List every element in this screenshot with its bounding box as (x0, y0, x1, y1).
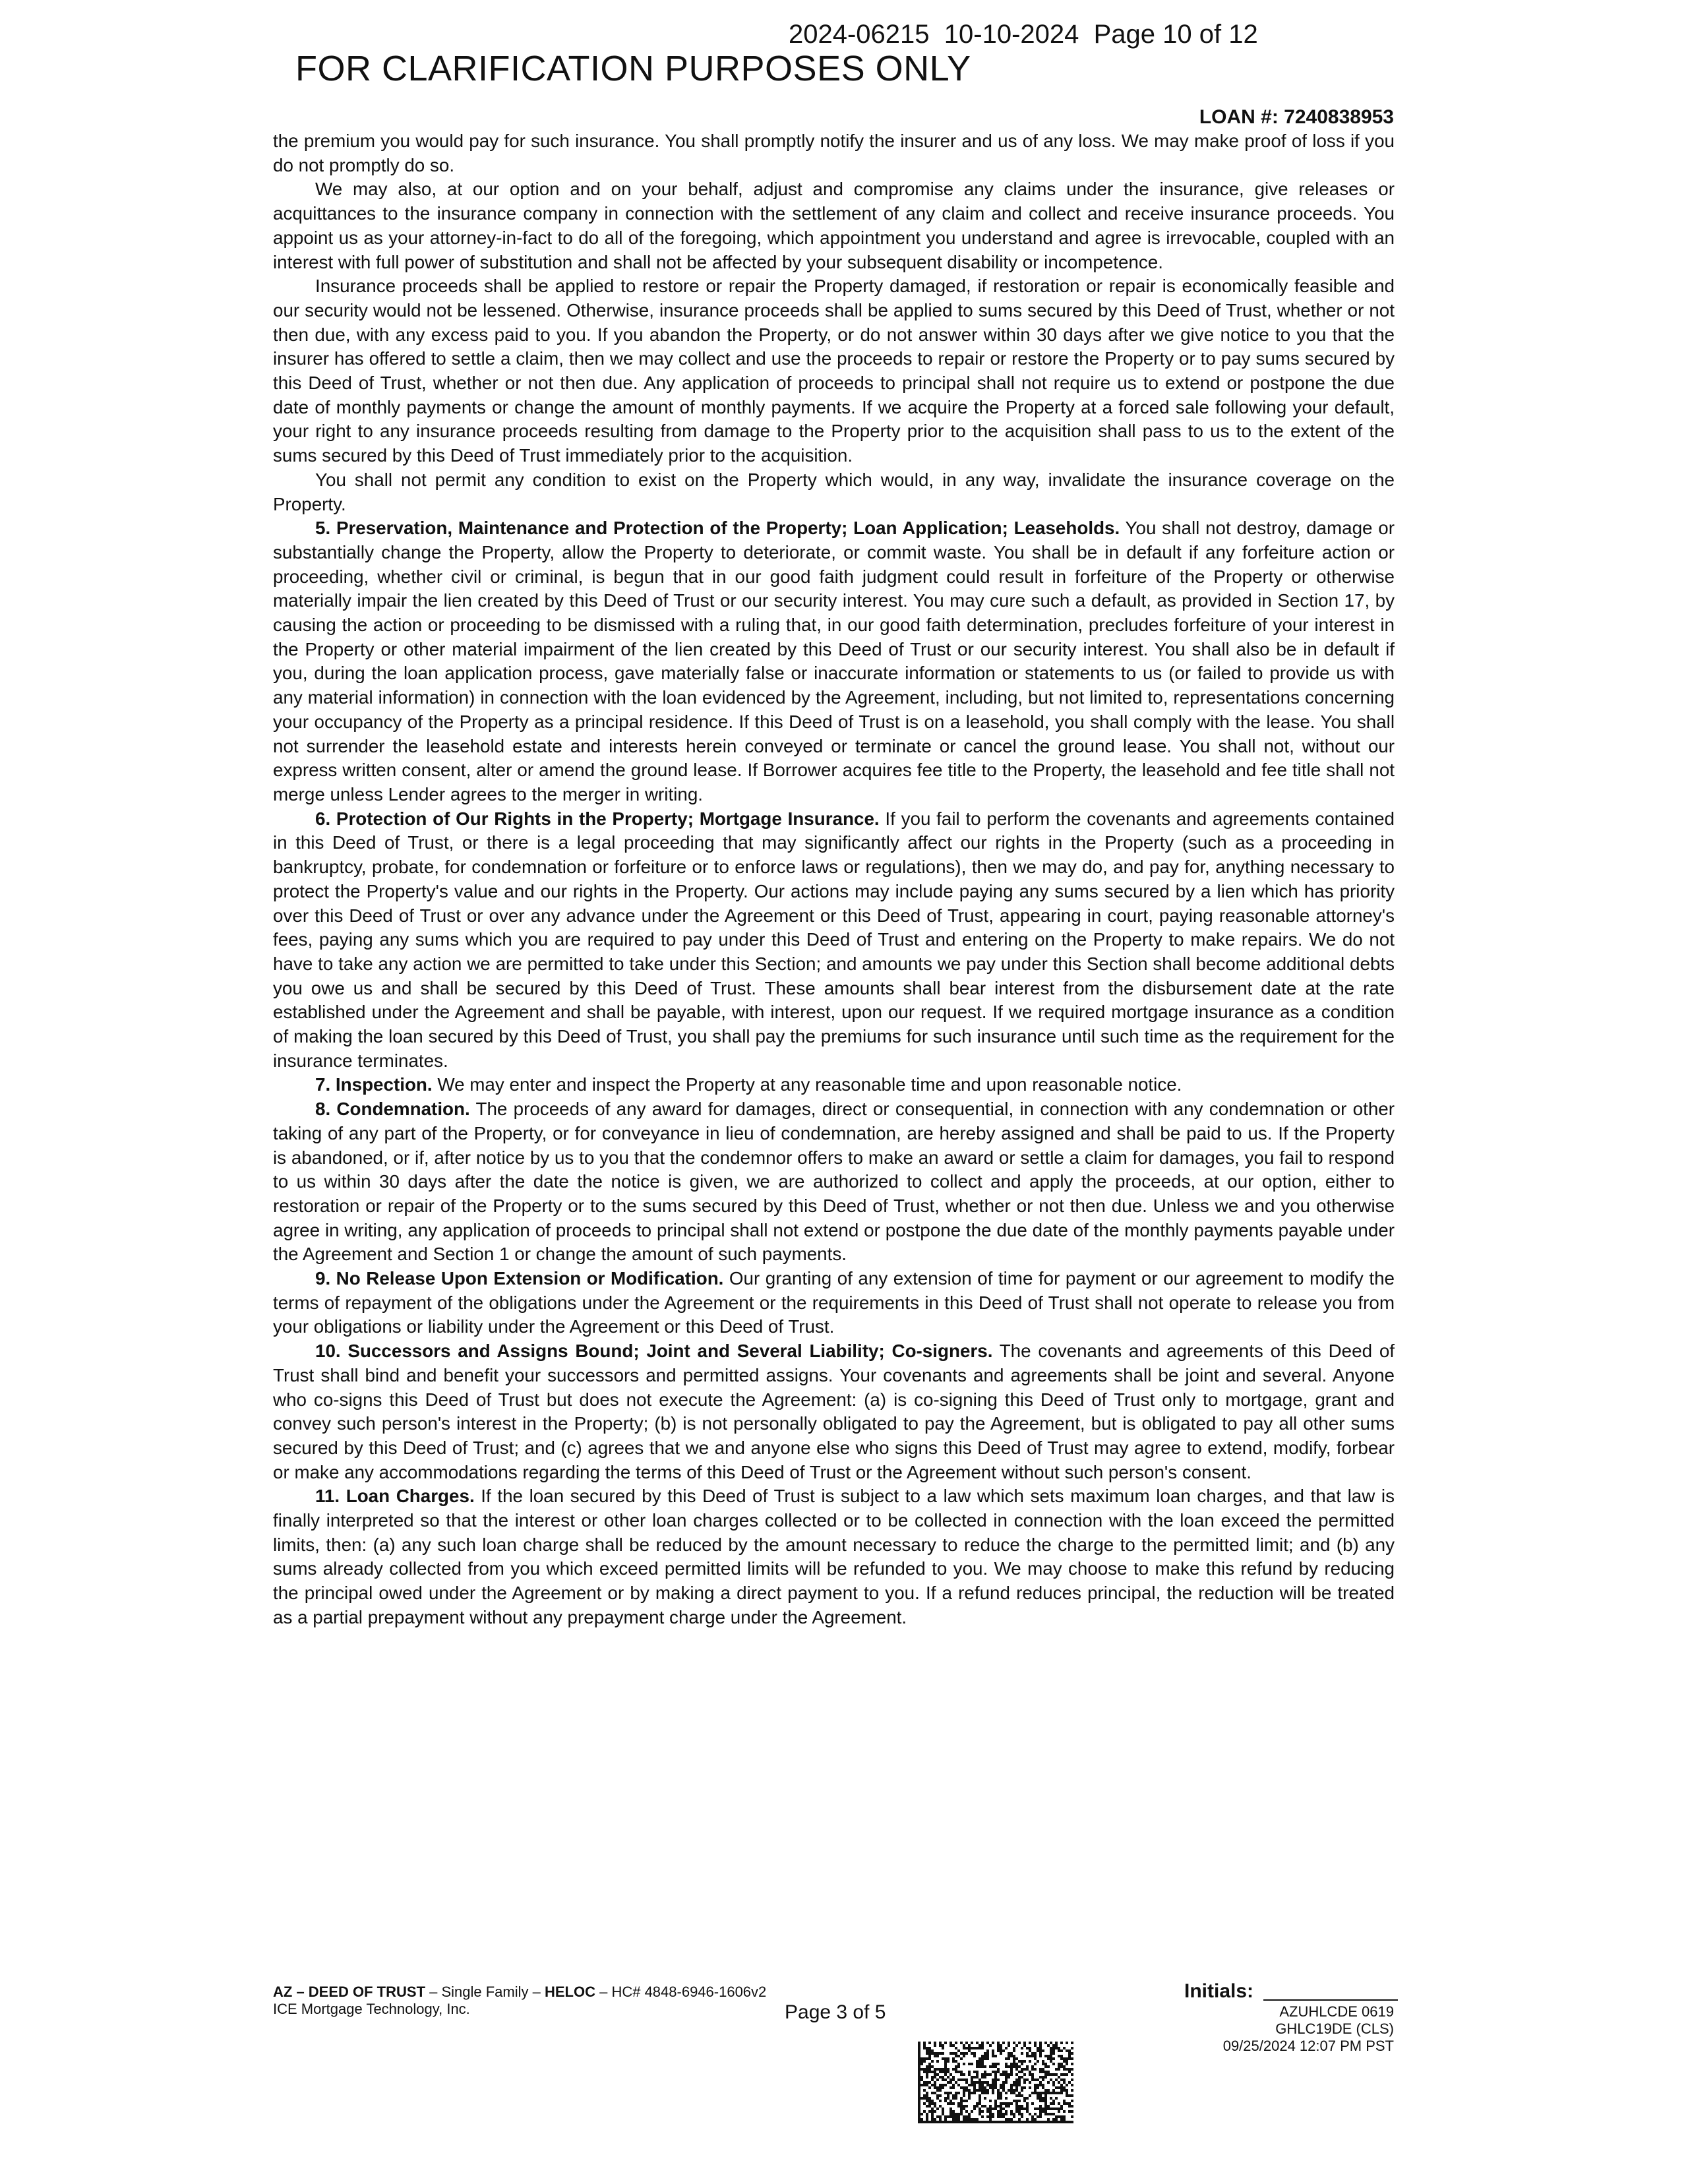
section-5-heading: 5. Preservation, Maintenance and Protection of the Property; Loan Application; Leaseholds. (315, 518, 1120, 539)
paragraph-insurance-proceeds: Insurance proceeds shall be applied to restore or repair the Property damaged, if restoration or repair is economically feasible and our security would not be lessened. Otherwise, insurance proceeds shall be applied to sums secured by this Deed of Trust, whether or not then due, with any excess paid to you. If you abandon the Property, or do not answer within 30 days after we give notice to you that the insurer has offered to settle a claim, then we may collect and use the proceeds to repair or restore the Property or to pay sums secured by this Deed of Trust, whether or not then due. Any application of proceeds to principal shall not require us to extend or postpone the due date of monthly payments or change the amount of monthly payments. If we acquire the Property at a forced sale following your default, your right to any insurance proceeds resulting from damage to the Property prior to the acquisition shall pass to us to the extent of the sums secured by this Deed of Trust immediately prior to the acquisition. (273, 276, 1395, 466)
section-6 (273, 807, 1395, 1074)
form-heloc: HELOC (544, 1984, 595, 2000)
section-8-heading: 8. Condemnation. (315, 1099, 470, 1120)
section-11 (273, 1484, 1395, 1629)
form-title-line (273, 1984, 766, 2001)
document-body (273, 129, 1395, 1630)
form-identifier (273, 1984, 766, 2018)
form-code-2: GHLC19DE (CLS) (1275, 2020, 1394, 2037)
section-8 (273, 1097, 1395, 1267)
form-number: – HC# 4848-6946-1606v2 (595, 1984, 767, 2000)
section-5-text: You shall not destroy, damage or substantially change the Property, allow the Property to deteriorate, or commit waste. You shall be in default if any forfeiture action or proceeding, whether civil or criminal, is begun that in our good faith judgment could result in forfeiture of the Property or otherwise materially impair the lien created by this Deed of Trust or our security interest. You may cure such a default, as provided in Section 17, by causing the action or proceeding to be dismissed with a ruling that, in our good faith determination, precludes forfeiture of your interest in the Property or other material impairment of the lien created by this Deed of Trust or our security interest. You shall also be in default if you, during the loan application process, gave materially false or inaccurate information or statements to us (or failed to provide us with any material information) in connection with the loan evidenced by the Agreement, including, but not limited to, representations concerning your occupancy of the Property as a principal residence. If this Deed of Trust is on a leasehold, you shall comply with the lease. You shall not surrender the leasehold estate and interests herein conveyed or terminate or cancel the ground lease. You shall not, without our express written consent, alter or amend the ground lease. If Borrower acquires fee title to the Property, the leasehold and fee title shall not merge unless Lender agrees to the merger in writing. (273, 518, 1395, 804)
section-11-heading: 11. Loan Charges. (315, 1486, 475, 1507)
page-number: Page 3 of 5 (785, 2001, 886, 2023)
section-9-heading: 9. No Release Upon Extension or Modification. (315, 1268, 724, 1289)
form-timestamp: 09/25/2024 12:07 PM PST (1222, 2038, 1394, 2054)
section-9 (273, 1267, 1395, 1339)
section-8-text: The proceeds of any award for damages, direct or consequential, in connection with any condemnation or other taking of any part of the Property, or for conveyance in lieu of condemnation, are hereby assigned and shall be paid to us. If the Property is abandoned, or if, after notice by us to you that the condemnor offers to make an award or settle a claim for damages, you fail to respond to us within 30 days after the date the notice is given, we are authorized to collect and apply the proceeds, at our option, either to restoration or repair of the Property or to the sums secured by this Deed of Trust, whether or not then due. Unless we and you otherwise agree in writing, any application of proceeds to principal shall not extend or postpone the due date of the monthly payments payable under the Agreement and Section 1 or change the amount of such payments. (273, 1099, 1395, 1265)
initials-label: Initials: (1184, 1980, 1254, 2002)
paragraph-adjust-claims: We may also, at our option and on your behalf, adjust and compromise any claims under the insurance, give releases or acquittances to the insurance company in connection with the settlement of any claim and collect and receive insurance proceeds. You appoint us as your attorney-in-fact to do all of the foregoing, which appointment you understand and agree is irrevocable, coupled with an interest with full power of substitution and shall not be affected by your subsequent disability or incompetence. (273, 179, 1395, 272)
section-6-text: If you fail to perform the covenants and agreements contained in this Deed of Trust, or there is a legal proceeding that may significantly affect our rights in the Property (such as a proceeding in bankruptcy, probate, for condemnation or forfeiture or to enforce laws or regulations), then we may do, and pay for, anything necessary to protect the Property's value and our rights in the Property. Our actions may include paying any sums secured by a lien which has priority over this Deed of Trust or over any advance under the Agreement or this Deed of Trust, appearing in court, paying reasonable attorney's fees, paying any sums which you are required to pay under this Deed of Trust and entering on the Property to make repairs. We do not have to take any action we are permitted to take under this Section; and amounts we pay under this Section shall become additional debts you owe us and shall be secured by this Deed of Trust. These amounts shall bear interest from the disbursement date at the rate established under the Agreement and shall be payable, with interest, upon our request. If we required mortgage insurance as a condition of making the loan secured by this Deed of Trust, you shall pay the premiums for such insurance until such time as the requirement for the insurance terminates. (273, 808, 1395, 1071)
form-codes (1223, 2003, 1394, 2055)
company-name: ICE Mortgage Technology, Inc. (273, 2001, 470, 2017)
section-10-heading: 10. Successors and Assigns Bound; Joint and Several Liability; Co-signers. (315, 1341, 993, 1362)
section-7 (273, 1073, 1395, 1097)
section-10 (273, 1339, 1395, 1484)
form-type: – Single Family – (425, 1984, 545, 2000)
loan-number: LOAN #: 7240838953 (1199, 106, 1394, 128)
section-7-text: We may enter and inspect the Property at any reasonable time and upon reasonable notice. (432, 1074, 1182, 1095)
clarification-banner: FOR CLARIFICATION PURPOSES ONLY (295, 49, 971, 88)
section-5 (273, 516, 1395, 806)
section-9-text: Our granting of any extension of time for payment or our agreement to modify the terms of repayment of the obligations under the Agreement or the requirements in this Deed of Trust shall not operate to release you from your obligations or liability under the Agreement or this Deed of Trust. (273, 1268, 1395, 1337)
section-7-heading: 7. Inspection. (315, 1074, 433, 1095)
form-name: AZ – DEED OF TRUST (273, 1984, 426, 2000)
2d-barcode-icon (918, 2042, 1073, 2123)
section-10-text: The covenants and agreements of this Deed of Trust shall bind and benefit your successors and permitted assigns. Your covenants and agreements shall be joint and several. Anyone who co-signs this Deed of Trust but does not execute the Agreement: (a) is co-signing this Deed of Trust only to mortgage, grant and convey such person's interest in the Property; (b) is not personally obligated to pay the Agreement, but is obligated to pay all other sums secured by this Deed of Trust; and (c) agrees that we and anyone else who signs this Deed of Trust may agree to extend, modify, forbear or make any accommodations regarding the terms of this Deed of Trust or the Agreement without such person's consent. (273, 1341, 1395, 1482)
section-11-text: If the loan secured by this Deed of Trust is subject to a law which sets maximum loan charges, and that law is finally interpreted so that the interest or other loan charges collected or to be collected in connection with the loan exceed the permitted limits, then: (a) any such loan charge shall be reduced by the amount necessary to reduce the charge to the permitted limit; and (b) any sums already collected from you which exceed permitted limits will be refunded to you. We may choose to make this refund by reducing the principal owed under the Agreement or by making a direct payment to you. If a refund reduces principal, the reduction will be treated as a partial prepayment without any prepayment charge under the Agreement. (273, 1486, 1395, 1627)
initials-line (1263, 1999, 1398, 2001)
recording-stamp: 2024-06215 10-10-2024 Page 10 of 12 (789, 20, 1258, 49)
section-6-heading: 6. Protection of Our Rights in the Property; Mortgage Insurance. (315, 808, 880, 829)
paragraph-insurance-coverage: You shall not permit any condition to exist on the Property which would, in any way, invalidate the insurance coverage on the Property. (273, 469, 1395, 514)
form-code-1: AZUHLCDE 0619 (1279, 2003, 1394, 2020)
paragraph-insurance-premium: the premium you would pay for such insurance. You shall promptly notify the insurer and us of any loss. We may make proof of loss if you do not promptly do so. (273, 131, 1395, 175)
